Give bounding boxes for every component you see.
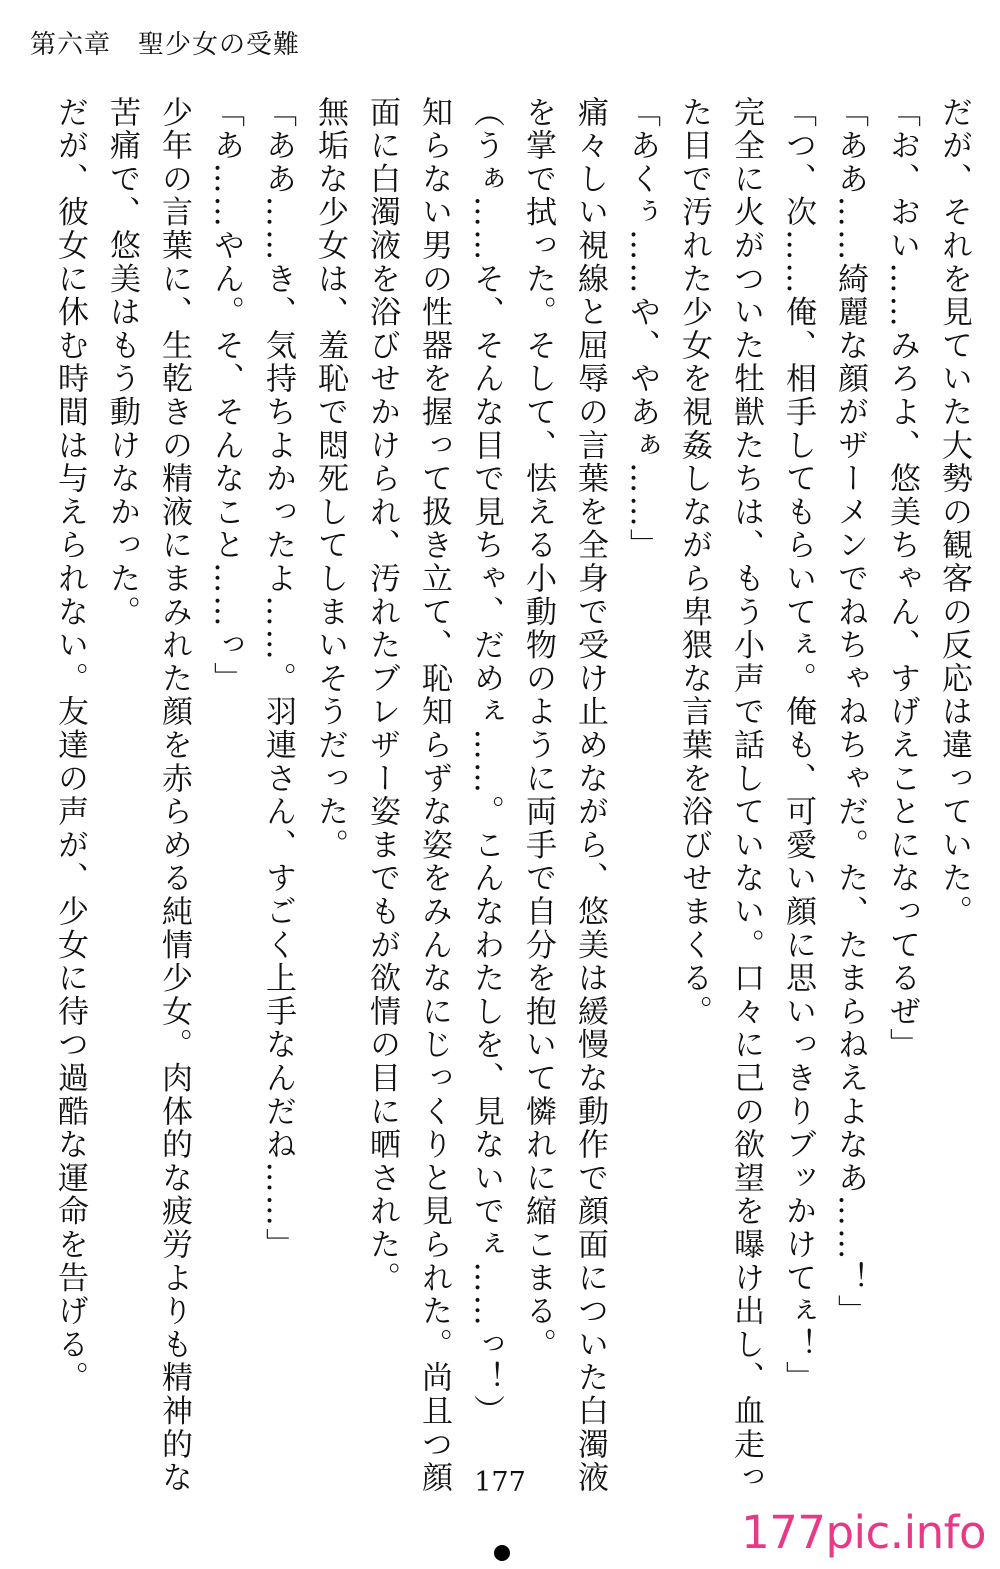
paragraph: だが、それを見ていた大勢の観客の反応は違っていた。 [936, 96, 972, 929]
paragraph: 無垢な少女は、羞恥で悶死してしまいそうだった。 [312, 96, 348, 862]
inner-thought-line: （うぁ……そ、そんな目で見ちゃ、だめぇ……。こんなわたしを、見ないでぇ……っ！） [468, 96, 504, 1428]
page-number: 177 [474, 1467, 526, 1498]
dialogue-line: 「ああ……綺麗な顔がザーメンでねちゃねちゃだ。た、たまらねえよなあ……！」 [832, 96, 868, 1329]
paragraph: だが、彼女に休む時間は与えられない。友達の声が、少女に待つ過酷な運命を告げる。 [52, 96, 88, 1395]
site-watermark: 177pic.info [741, 1506, 986, 1559]
dialogue-line: 「あ……やん。そ、そんなこと……っ」 [208, 96, 244, 696]
paragraph: 少年の言葉に、生乾きの精液にまみれた顔を赤らめる純情少女。肉体的な疲労よりも精神的な苦痛で、悠美はもう動けなかった。 [104, 96, 192, 1495]
paragraph: 知らない男の性器を握って扱き立て、恥知らずな姿をみんなにじっくりと見られた。尚且つ顔面に白濁液を浴びせかけられ、汚れたブレザー姿までもが欲情の目に晒された。 [364, 96, 452, 1495]
paragraph: 完全に火がついた牡獣たちは、もう小声で話していない。口々に己の欲望を曝け出し、血走った目で汚れた少女を視姦しながら卑猥な言葉を浴びせまくる。 [676, 96, 764, 1495]
dialogue-line: 「ああ……き、気持ちよかったよ……。羽連さん、すごく上手なんだね……」 [260, 96, 296, 1262]
chapter-header: 第六章 聖少女の受難 [30, 30, 301, 60]
dialogue-line: 「あくぅ……や、やあぁ……」 [624, 96, 660, 563]
paragraph: 痛々しい視線と屈辱の言葉を全身で受け止めながら、悠美は緩慢な動作で顔面についた白濁液を掌で拭った。そして、怯える小動物のように両手で自分を抱いて憐れに縮こまる。 [520, 96, 608, 1495]
dialogue-line: 「つ、次……俺、相手してもらいてぇ。俺も、可愛い顔に思いっきりブッかけてぇ！」 [780, 96, 816, 1395]
dialogue-line: 「お、おい……みろよ、悠美ちゃん、すげえことになってるぜ」 [884, 96, 920, 1062]
page-marker-dot [494, 1545, 510, 1561]
vertical-body-text [16, 96, 980, 1496]
